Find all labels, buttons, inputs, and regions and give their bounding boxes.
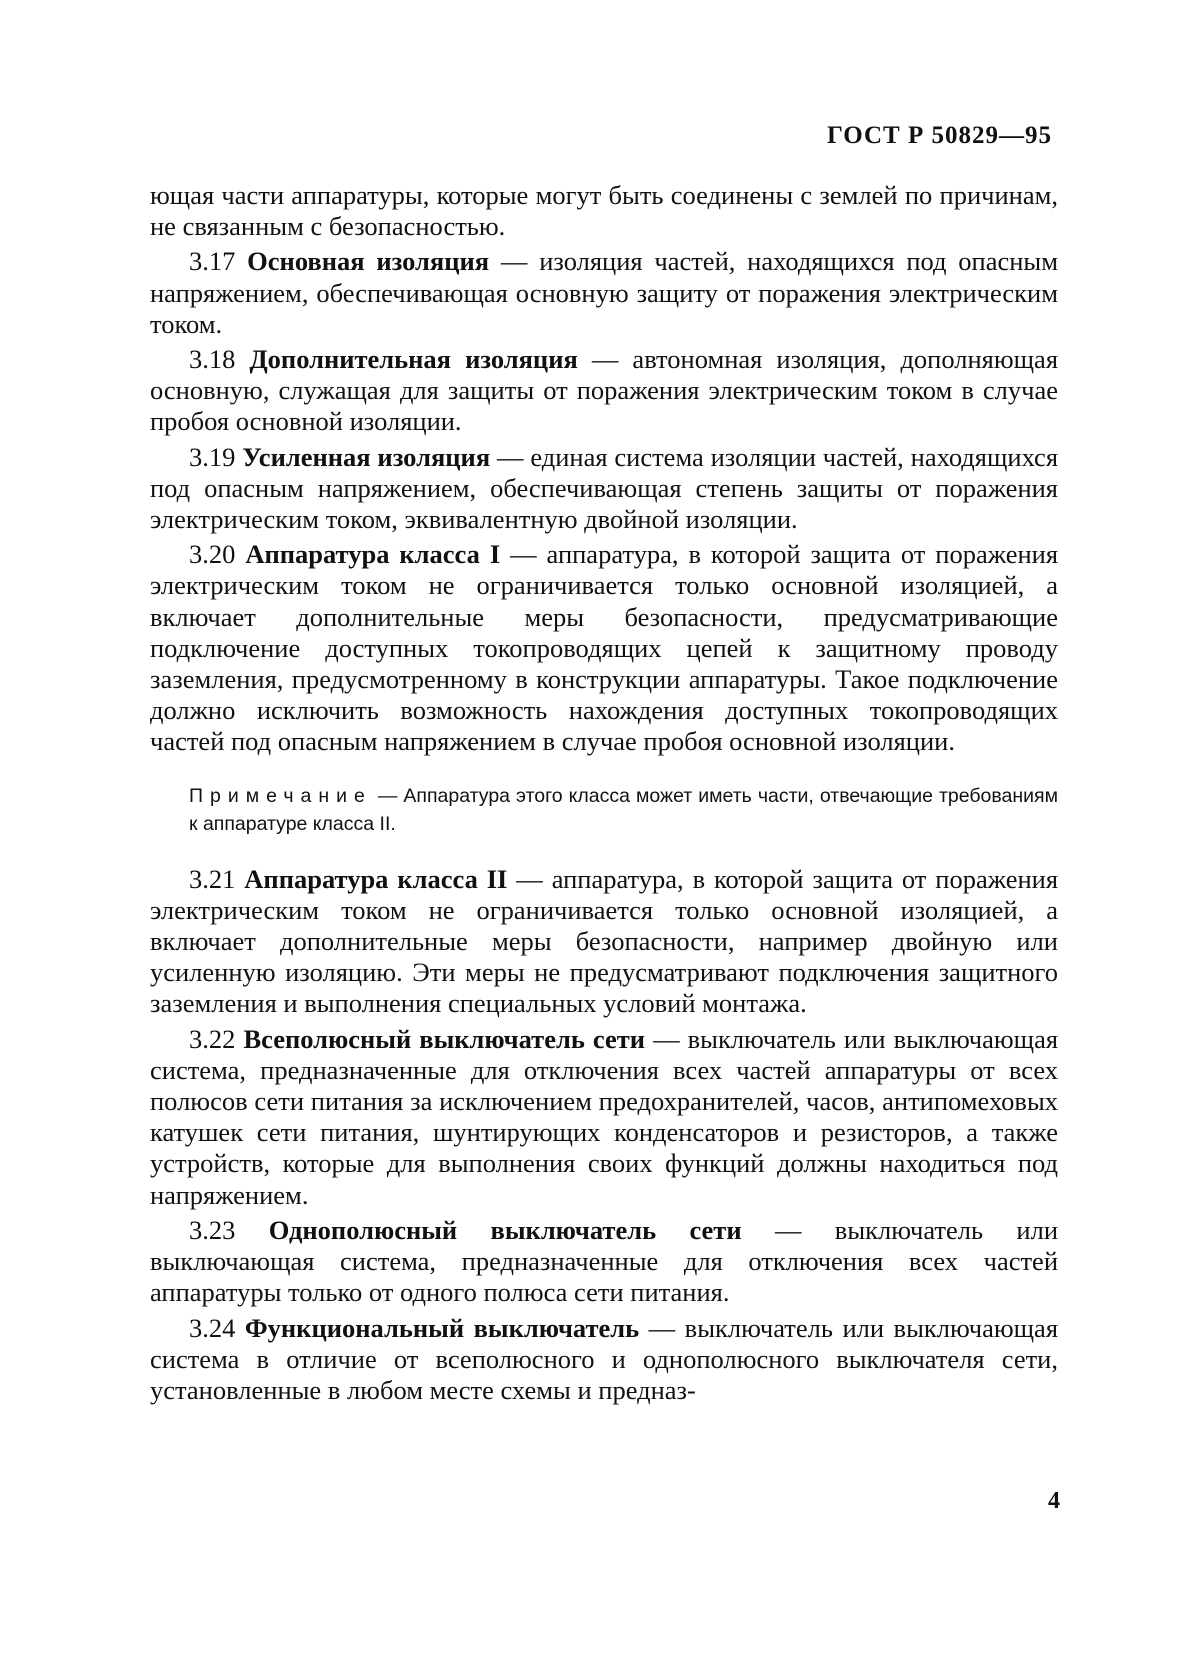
page-number: 4 — [1048, 1488, 1060, 1514]
clause-term: Всеполюсный выключатель сети — [243, 1023, 646, 1054]
document-code-header: ГОСТ Р 50829—95 — [826, 122, 1052, 149]
clause-term: Аппаратура класса II — [244, 863, 508, 894]
clause-number: 3.21 — [189, 863, 236, 894]
continuation-paragraph: ющая части аппаратуры, которые могут быть соединены с землей по причинам, не связанным с безопасностью. — [150, 180, 1058, 242]
clause-definition: — изоляция частей, находящихся под опасным напряжением, обеспечивающая основную защиту от поражения электрическим током. — [150, 246, 1058, 339]
clause-3-23 — [150, 1215, 1058, 1309]
clause-3-21 — [150, 864, 1058, 1020]
clause-number: 3.19 — [189, 441, 236, 472]
clause-number: 3.18 — [189, 344, 236, 375]
clause-definition: — автономная изоляция, дополняющая основную, служащая для защиты от поражения электрическим током в случае пробоя основной изоляции. — [150, 344, 1059, 437]
clause-term: Однополюсный выключатель сети — [268, 1214, 742, 1245]
clause-term: Усиленная изоляция — [242, 441, 491, 472]
note-text: — Аппаратура этого класса может иметь части, отвечающие требованиям к аппаратуре класса II. — [189, 784, 1058, 835]
clause-term: Функциональный выключатель — [244, 1312, 640, 1343]
clause-definition: — аппаратура, в которой защита от поражения электрическим током не ограничивается только основной изоляцией, а включает дополнительные меры безопасности, предусматривающие подключение доступных токопроводящих цепей к защитному проводу заземления, предусмотренному в конструкции аппаратуры. Такое подключение должно исключить возможность нахождения доступных токопроводящих частей под опасным напряжением в случае пробоя основной изоляции. — [150, 539, 1059, 757]
clause-3-18 — [150, 344, 1058, 438]
document-body — [150, 180, 1058, 1406]
clause-3-20 — [150, 539, 1058, 757]
clause-definition: — выключатель или выключающая система, предназначенные для отключения всех частей аппаратуры от всех полюсов сети питания за исключением предохранителей, часов, антипомеховых катушек сети питания, шунтирующих конденсаторов и резисторов, а также устройств, которые для выполнения своих функций должны находиться под напряжением. — [150, 1023, 1059, 1210]
clause-term: Основная изоляция — [247, 246, 490, 277]
clause-definition: — единая система изоляции частей, находящихся под опасным напряжением, обеспечивающая степень защиты от поражения электрическим током, эквивалентную двойной изоляции. — [150, 441, 1059, 535]
clause-number: 3.20 — [189, 539, 236, 570]
clause-term: Дополнительная изоляция — [249, 344, 578, 375]
clause-term: Аппаратура класса I — [245, 539, 501, 570]
clause-number: 3.17 — [189, 246, 236, 277]
clause-definition: — аппаратура, в которой защита от поражения электрическим током не ограничивается только основной изоляцией, а включает дополнительные меры безопасности, например двойную или усиленную изоляцию. Эти меры не предусматривают подключения защитного заземления и выполнения специальных условий монтажа. — [150, 863, 1059, 1019]
clause-3-17 — [150, 246, 1058, 340]
clause-3-24 — [150, 1313, 1058, 1407]
note-block — [150, 782, 1058, 838]
clause-number: 3.24 — [189, 1312, 236, 1343]
clause-number: 3.23 — [189, 1214, 236, 1245]
clause-definition: — выключатель или выключающая система, предназначенные для отключения всех частей аппаратуры только от одного полюса сети питания. — [150, 1214, 1059, 1308]
clause-3-22 — [150, 1024, 1058, 1211]
note-label: Примечание — [189, 784, 372, 807]
clause-3-19 — [150, 442, 1058, 536]
clause-number: 3.22 — [189, 1023, 236, 1054]
clause-definition: — выключатель или выключающая система в отличие от всеполюсного и однополюсного выключателя сети, установленные в любом месте схемы и предназ- — [150, 1312, 1059, 1405]
